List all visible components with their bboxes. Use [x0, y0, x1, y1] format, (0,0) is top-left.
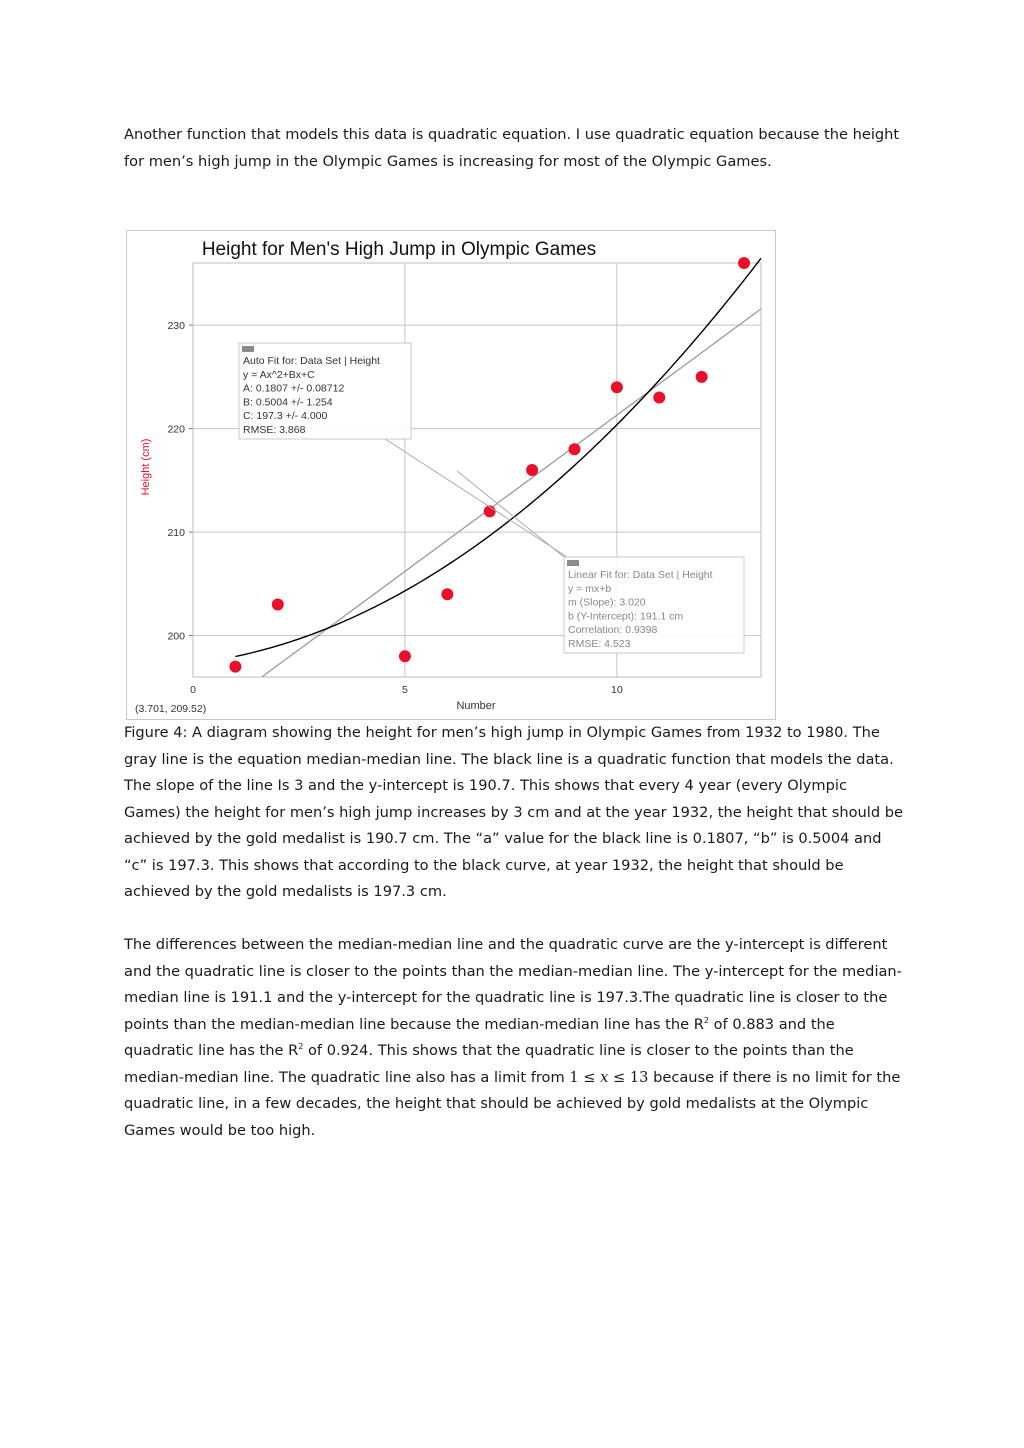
- coordinate-readout: (3.701, 209.52): [135, 703, 207, 715]
- data-point: [738, 257, 750, 269]
- intro-paragraph: Another function that models this data is quadratic equation. I use quadratic equation because the height for men’s high jump in the Olympic Games is increasing for most of the Olympic Games.: [124, 126, 900, 170]
- x-tick-label: 10: [611, 684, 623, 696]
- fit-box-handle-icon: [242, 346, 254, 352]
- r-squared-superscript: 2: [703, 1015, 709, 1025]
- y-tick-label: 210: [167, 527, 185, 540]
- fit-box-line: C: 197.3 +/- 4.000: [243, 410, 328, 423]
- data-point: [229, 661, 241, 673]
- fit-box-line: Linear Fit for: Data Set | Height: [568, 569, 713, 581]
- data-point: [441, 588, 453, 600]
- data-point: [568, 443, 580, 455]
- fit-box-line: m (Slope): 3.020: [568, 596, 646, 609]
- fit-box-line: b (Y-Intercept): 191.1 cm: [568, 610, 684, 623]
- figure-caption: Figure 4: A diagram showing the height for men’s high jump in Olympic Games from 1932 to 1980. The gray line is the equation median-median line. The black line is a quadratic function that models the data. The slope of the line Is 3 and the y-intercept is 190.7. This shows that every 4 year (every Olympic Games) the height for men’s high jump increases by 3 cm and at the year 1932, the height that should be achieved by the gold medalist is 190.7 cm. The “a” value for the black line is 0.1807, “b” is 0.5004 and “c” is 197.3. This shows that according to the black curve, at year 1932, the height that should be achieved by the gold medalists is 197.3 cm.: [124, 724, 903, 900]
- fit-box-line: Correlation: 0.9398: [568, 624, 658, 637]
- limit-variable: x: [600, 1068, 609, 1086]
- data-point: [272, 599, 284, 611]
- comparison-text-part2: of 0.883 and the quadratic line has the R: [124, 1015, 835, 1059]
- y-axis-label: Height (cm): [140, 438, 152, 496]
- fit-box-handle-icon: [567, 560, 579, 566]
- chart-figure: [126, 230, 776, 720]
- y-tick-label: 230: [167, 320, 185, 333]
- comparison-text-part4: because if there is no limit for the quadratic line, in a few decades, the height that should be achieved by gold medalists at the Olympic Games would be too high.: [124, 1068, 901, 1139]
- fit-box-line: B: 0.5004 +/- 1.254: [243, 396, 333, 409]
- data-point: [526, 464, 538, 476]
- limit-lower: 1 ≤: [569, 1068, 601, 1086]
- x-tick-label: 5: [402, 684, 408, 696]
- fit-box-line: RMSE: 4.523: [568, 638, 631, 650]
- comparison-paragraph: [124, 932, 904, 1144]
- fit-box-line: y = Ax^2+Bx+C: [243, 368, 315, 381]
- chart-svg: [127, 231, 775, 719]
- data-point: [399, 650, 411, 662]
- chart-title: Height for Men's High Jump in Olympic Games: [201, 239, 597, 260]
- r-squared-superscript: 2: [298, 1042, 304, 1052]
- comparison-text-part3: of 0.924. This shows that the quadratic line is closer to the points than the median-median line. The quadratic line also has a limit from: [124, 1042, 854, 1086]
- x-tick-label: 0: [190, 684, 196, 696]
- fit-box-line: A: 0.1807 +/- 0.08712: [243, 382, 345, 395]
- fit-box-line: RMSE: 3.868: [243, 424, 306, 436]
- fit-box-line: Auto Fit for: Data Set | Height: [243, 355, 380, 367]
- data-point: [696, 371, 708, 383]
- limit-upper: ≤ 13: [608, 1068, 649, 1086]
- comparison-text-part1: The differences between the median-median line and the quadratic curve are the y-intercept is different and the quadratic line is closer to the points than the median-median line. The y-intercept for the median-median line is 191.1 and the y-intercept for the quadratic line is 197.3.The quadratic line is closer to the points than the median-median line because the median-median line has the R: [124, 936, 902, 1033]
- y-tick-label: 200: [167, 630, 185, 643]
- data-point: [653, 392, 665, 404]
- y-tick-label: 220: [167, 423, 185, 436]
- fit-box-line: y = mx+b: [568, 582, 612, 595]
- data-point: [611, 381, 623, 393]
- x-axis-label: Number: [456, 700, 496, 712]
